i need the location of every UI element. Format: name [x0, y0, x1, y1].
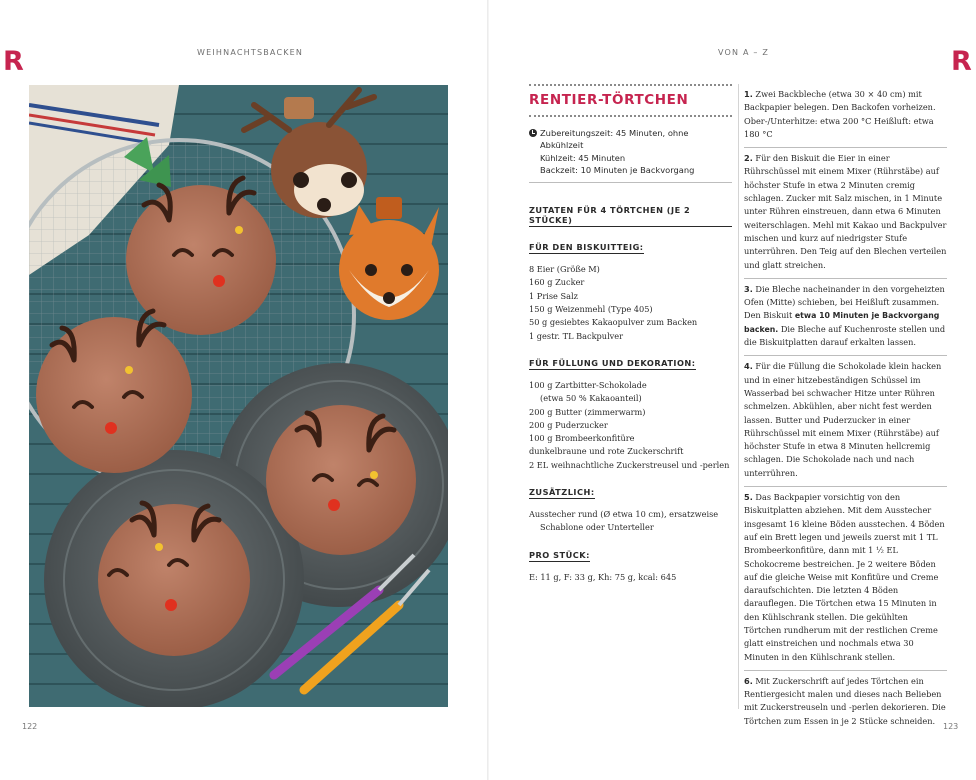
ingredient-item: 100 g Brombeerkonfitüre	[529, 433, 635, 444]
ingredient-item: Schablone oder Unterteller	[540, 522, 654, 533]
ingredient-item: 2 EL weihnachtliche Zuckerstreusel und -perlen	[529, 459, 730, 470]
recipe-steps-column	[744, 84, 947, 734]
page-number-left: 122	[22, 722, 38, 731]
page-number-right: 123	[943, 722, 959, 731]
ingredient-item: 160 g Zucker	[529, 277, 585, 288]
chapter-tab-right: R	[951, 46, 972, 77]
step-5	[744, 487, 947, 671]
steps-column-rule	[738, 84, 739, 709]
step-3	[744, 279, 947, 356]
step-number: 1.	[744, 89, 753, 99]
ingredient-list-filling	[529, 379, 732, 472]
step-4	[744, 356, 947, 487]
nutrition-info	[529, 571, 732, 584]
baking-time: Backzeit: 10 Minuten je Backvorgang	[540, 164, 695, 175]
step-text: Zwei Backbleche (etwa 30 × 40 cm) mit Backpapier belegen. Den Backofen vorheizen. Ober-/Unterhitze: etwa 200 °C Heißluft: etwa 180 °C	[744, 89, 936, 139]
ingredient-item: 200 g Puderzucker	[529, 419, 608, 430]
step-6	[744, 671, 947, 734]
ingredient-item: (etwa 50 % Kakaoanteil)	[540, 393, 642, 404]
ingredient-item: 150 g Weizenmehl (Type 405)	[529, 304, 653, 315]
step-text-cont: Die Bleche auf Kuchenroste stellen und die Biskuitplatten darauf erkalten lassen.	[744, 323, 946, 348]
step-text: Für den Biskuit die Eier in einer Rührschüssel mit einem Mixer (Rührstäbe) auf höchster Stufe in etwa 2 Minuten cremig schlagen. Zucker mit Salz mischen, in 1 Minute unter Rühren einstreuen, dann etwa 6 Minuten weiterschlagen. Mehl mit Kakao und Backpulver mischen und kurz auf niedrigster Stufe unterrühren. Den Teig auf den Blechen verteilen und glatt streichen.	[744, 153, 947, 270]
step-number: 3.	[744, 283, 753, 294]
ingredient-list-additional	[529, 508, 732, 535]
step-number: 5.	[744, 492, 753, 503]
clock-icon	[529, 129, 537, 137]
section-heading-additional: ZUSÄTZLICH:	[529, 487, 595, 498]
ingredient-item: dunkelbraune und rote Zuckerschrift	[529, 446, 684, 457]
running-head-right: VON A – Z	[718, 48, 769, 57]
time-block	[529, 127, 732, 183]
step-number: 4.	[744, 361, 753, 372]
step-number: 6.	[744, 675, 753, 686]
step-text: Für die Füllung die Schokolade klein hacken und in einer hitzebeständigen Schüssel im Wasserbad bei schwacher Hitze unter Rühren schmelzen. Abkühlen, aber nicht fest werden lassen. Butter und Puderzucker in einer Rührschüssel mit einem Mixer (Rührstäbe) auf höchster Stufe in etwa 8 Minuten hellcremig schlagen. Die Schokolade nach und nach unterrühren.	[744, 361, 942, 478]
step-text-bold: etwa 10 Minuten je Backvorgang backen.	[744, 311, 940, 334]
recipe-title: RENTIER-TÖRTCHEN	[529, 92, 689, 108]
step-text: Das Backpapier vorsichtig von den Biskuitplatten abziehen. Mit dem Ausstecher insgesamt 16 kleine Böden ausstechen. 4 Böden auf ein Brett legen und jeweils zuerst mit 1 TL Brombeerkonfitüre, dann mit 1 ½ EL Schokocreme bestreichen. Je 2 weitere Böden auf die gleiche Weise mit Konfitüre und Creme daraufschichten. Die letzten 4 Böden darauflegen. Die Törtchen etwa 15 Minuten in den Kühlschrank stellen. Die gekühlten Törtchen rundherum mit der restlichen Creme glatt einstreichen und nochmals etwa 30 Minuten in den Kühlschrank stellen.	[744, 492, 945, 662]
page-gutter	[487, 0, 489, 780]
ingredient-list-sponge	[529, 263, 732, 343]
ingredient-item: 50 g gesiebtes Kakaopulver zum Backen	[529, 317, 698, 328]
cake-3	[266, 405, 416, 555]
ingredient-item: 8 Eier (Größe M)	[529, 264, 600, 275]
recipe-photo	[29, 85, 448, 707]
dotted-rule-top	[529, 84, 732, 86]
section-heading-nutrition: PRO STÜCK:	[529, 549, 590, 560]
nutrition-values: E: 11 g, F: 33 g, Kh: 75 g, kcal: 645	[529, 571, 677, 582]
recipe-ingredients-column	[529, 84, 732, 584]
cooling-time: Kühlzeit: 45 Minuten	[540, 152, 626, 163]
section-heading-sponge: FÜR DEN BISKUITTEIG:	[529, 242, 644, 253]
dotted-rule-bottom	[529, 115, 732, 117]
running-head-left: WEIHNACHTSBACKEN	[197, 48, 304, 57]
step-text: Mit Zuckerschrift auf jedes Törtchen ein Rentiergesicht malen und dieses nach Belieben mit Zuckerstreuseln und -perlen dekorieren. Die Törtchen zum Essen in je 2 Stücke schneiden.	[744, 675, 946, 726]
ingredient-item: Ausstecher rund (Ø etwa 10 cm), ersatzweise	[529, 509, 719, 520]
prep-time: Zubereitungszeit: 45 Minuten, ohne Abkühlzeit	[540, 128, 689, 151]
chapter-tab-left: R	[3, 46, 24, 77]
ingredient-item: 1 gestr. TL Backpulver	[529, 330, 624, 341]
step-1	[744, 84, 947, 148]
step-number: 2.	[744, 153, 753, 164]
step-text: Die Bleche nacheinander in den vorgeheizten Ofen (Mitte) schieben, bei Heißluft zusammen. Den Biskuit	[744, 283, 945, 321]
section-heading-filling: FÜR FÜLLUNG UND DEKORATION:	[529, 357, 696, 368]
step-2	[744, 148, 947, 279]
cake-4	[98, 503, 250, 656]
ingredient-item: 1 Prise Salz	[529, 290, 578, 301]
ingredient-item: 100 g Zartbitter-Schokolade	[529, 379, 647, 390]
ingredient-item: 200 g Butter (zimmerwarm)	[529, 406, 646, 417]
ingredients-heading: ZUTATEN FÜR 4 TÖRTCHEN (JE 2 STÜCKE)	[529, 205, 732, 227]
